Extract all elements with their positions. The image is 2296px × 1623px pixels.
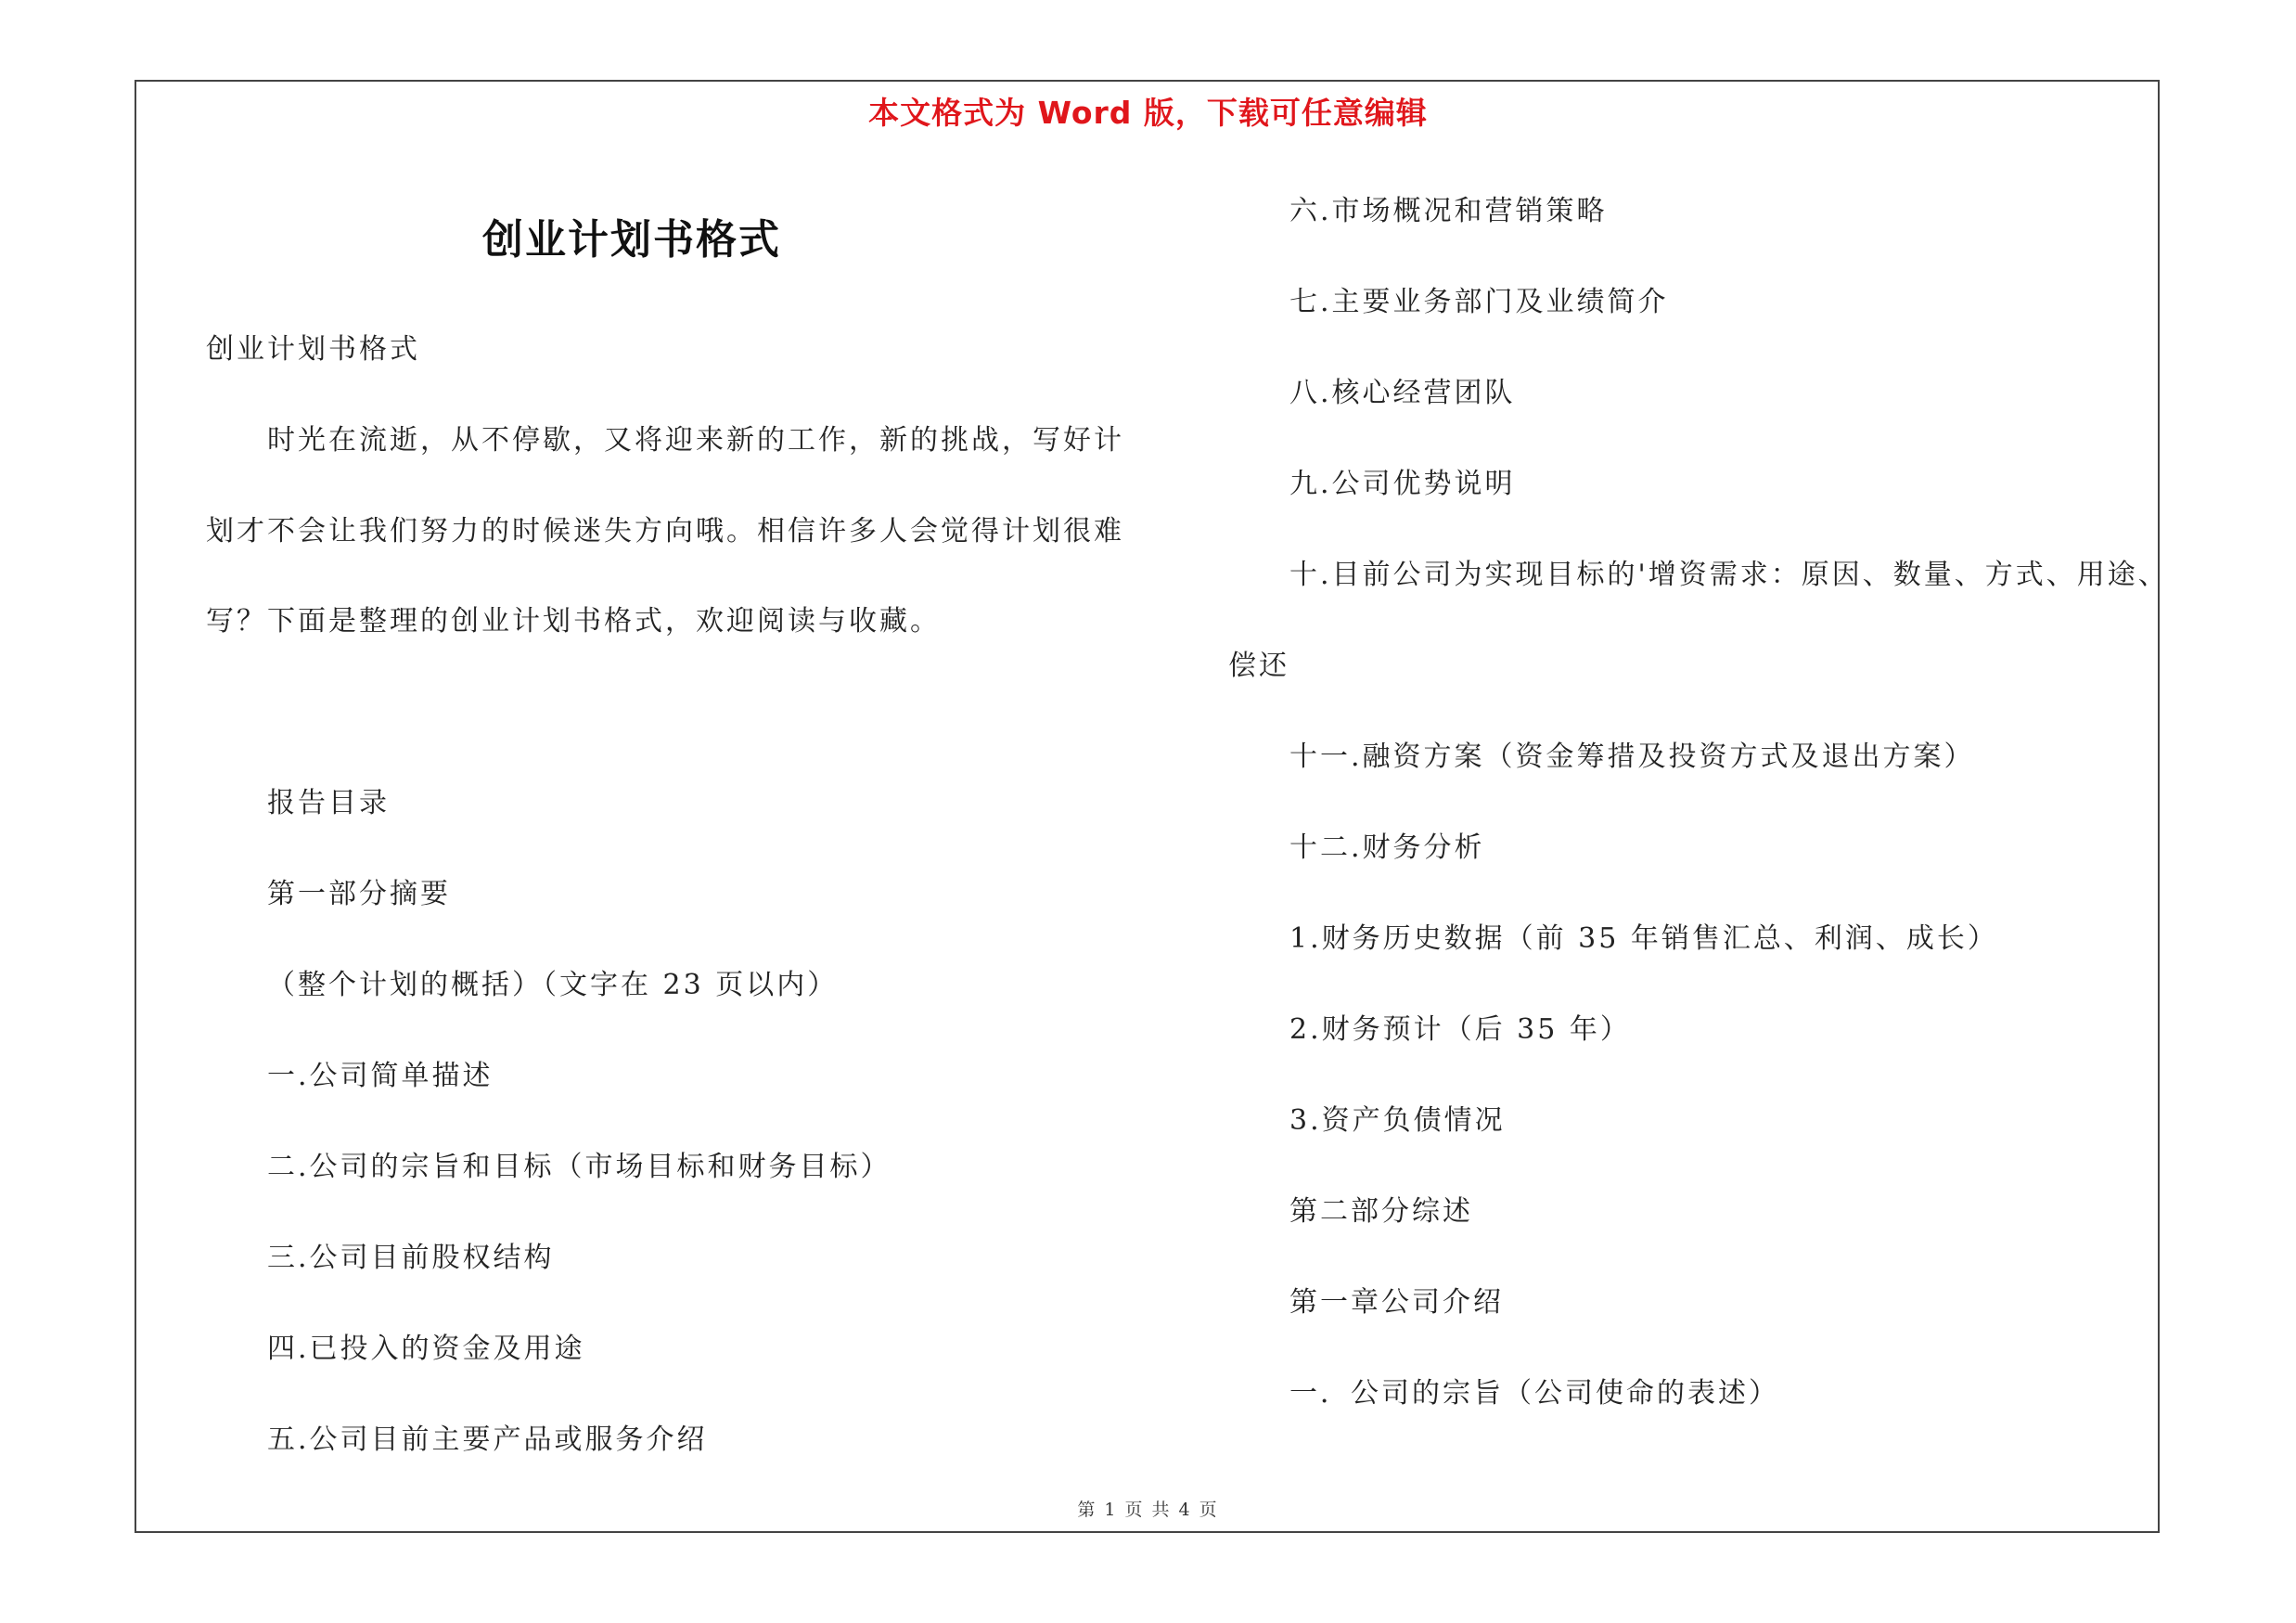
toc-item: 第一章公司介绍 (1289, 1286, 1504, 1319)
toc-item: 3.资产负债情况 (1289, 1104, 1506, 1137)
toc-item: 六.市场概况和营销策略 (1289, 195, 1608, 227)
document-title: 创业计划书格式 (482, 216, 781, 264)
toc-item: 一．公司的宗旨（公司使命的表述） (1289, 1377, 1779, 1410)
intro-line-3: 写？下面是整理的创业计划书格式，欢迎阅读与收藏。 (206, 605, 941, 638)
page-frame (135, 80, 2160, 1533)
toc-item: 十.目前公司为实现目标的'增资需求：原因、数量、方式、用途、 (1289, 559, 2169, 591)
toc-item: 九.公司优势说明 (1289, 468, 1516, 500)
toc-item: 二.公司的宗旨和目标（市场目标和财务目标） (267, 1151, 891, 1183)
toc-item: 七.主要业务部门及业绩简介 (1289, 286, 1669, 318)
toc-item: 八.核心经营团队 (1289, 377, 1516, 409)
page-number-footer: 第 1 页 共 4 页 (1077, 1500, 1219, 1520)
toc-item: 2.财务预计（后 35 年） (1289, 1013, 1631, 1046)
toc-item: 十一.融资方案（资金筹措及投资方式及退出方案） (1289, 741, 1975, 773)
intro-line-1: 时光在流逝，从不停歇，又将迎来新的工作，新的挑战，写好计 (267, 424, 1124, 457)
toc-item: 一.公司简单描述 (267, 1060, 494, 1092)
toc-item: 四.已投入的资金及用途 (267, 1333, 585, 1365)
word-format-banner: 本文格式为 Word 版，下载可任意编辑 (868, 95, 1428, 131)
toc-item: 1.财务历史数据（前 35 年销售汇总、利润、成长） (1289, 922, 1998, 955)
toc-item: 第一部分摘要 (267, 878, 451, 910)
intro-line-2: 划才不会让我们努力的时候迷失方向哦。相信许多人会觉得计划很难 (206, 515, 1124, 547)
toc-item: 第二部分综述 (1289, 1195, 1473, 1228)
toc-item: 五.公司目前主要产品或服务介绍 (267, 1423, 708, 1456)
left-subtitle: 创业计划书格式 (206, 333, 420, 366)
toc-item: 十二.财务分析 (1289, 831, 1485, 864)
toc-item: 三.公司目前股权结构 (267, 1242, 555, 1274)
toc-heading: 报告目录 (267, 787, 390, 819)
toc-item: （整个计划的概括）（文字在 23 页以内） (267, 969, 839, 1001)
toc-item-continuation: 偿还 (1228, 650, 1289, 682)
